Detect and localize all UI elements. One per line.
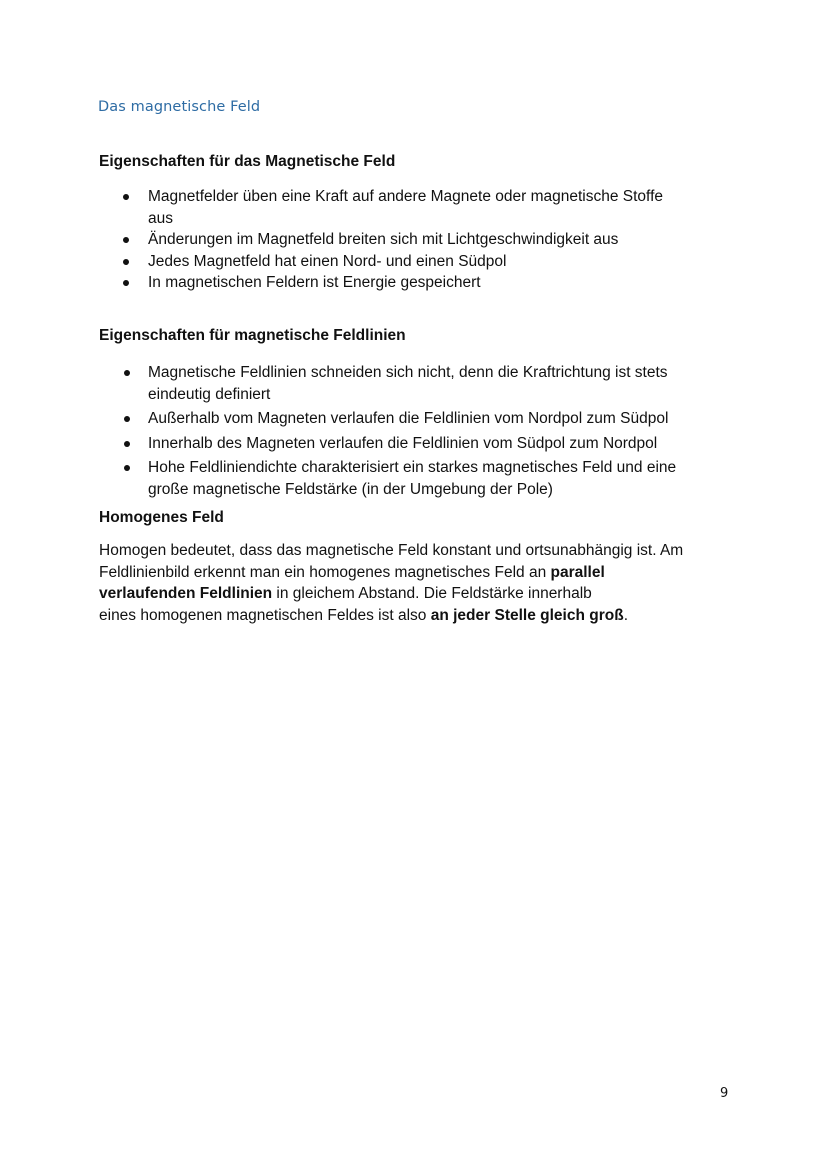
paragraph-emphasis: verlaufenden Feldlinien	[99, 585, 273, 602]
bullet-list-field-lines	[118, 362, 758, 503]
list-item-text: Außerhalb vom Magneten verlaufen die Feldlinien vom Nordpol zum Südpol	[148, 410, 669, 427]
paragraph-text: Feldlinienbild erkennt man ein homogenes magnetisches Feld an	[99, 563, 551, 581]
list-item-text: Hohe Feldliniendichte charakterisiert ein starkes magnetisches Feld und eine	[148, 459, 677, 476]
bullet-icon	[123, 194, 129, 200]
paragraph-emphasis: parallel	[550, 563, 605, 581]
list-item	[118, 186, 758, 229]
list-item-text: Änderungen im Magnetfeld breiten sich mit Lichtgeschwindigkeit aus	[148, 231, 619, 248]
homogeneous-field-paragraph	[99, 540, 739, 626]
paragraph-line	[99, 605, 739, 627]
list-item	[118, 272, 758, 294]
list-item	[118, 362, 758, 405]
section-title-homogeneous-field: Homogenes Feld	[99, 509, 224, 526]
list-item-text: Magnetfelder üben eine Kraft auf andere Magnete oder magnetische Stoffe	[148, 188, 664, 205]
paragraph-line: Homogen bedeutet, dass das magnetische Feld konstant und ortsunabhängig ist. Am	[99, 542, 684, 559]
list-item	[118, 229, 758, 251]
list-item	[118, 457, 758, 500]
list-item-text: Innerhalb des Magneten verlaufen die Feldlinien vom Südpol zum Nordpol	[148, 434, 658, 452]
list-item-text-continued: große magnetische Feldstärke (in der Umgebung der Pole)	[148, 480, 553, 498]
page-heading: Das magnetische Feld	[98, 99, 261, 115]
paragraph-text: .	[623, 606, 628, 624]
list-item	[118, 433, 758, 455]
page-number: 9	[720, 1086, 729, 1101]
bullet-icon	[123, 237, 129, 243]
bullet-icon	[123, 280, 129, 286]
list-item	[118, 251, 758, 273]
list-item-text: In magnetischen Feldern ist Energie gespeichert	[148, 274, 481, 291]
bullet-icon	[124, 370, 130, 376]
bullet-list-magnetic-field	[118, 186, 758, 294]
bullet-icon	[124, 416, 130, 422]
bullet-icon	[123, 259, 129, 265]
section-title-field-lines: Eigenschaften für magnetische Feldlinien	[99, 327, 406, 344]
list-item	[118, 408, 758, 430]
paragraph-line	[99, 562, 739, 584]
list-item-text-continued: eindeutig definiert	[148, 385, 271, 403]
paragraph-text: in gleichem Abstand. Die Feldstärke innerhalb	[272, 585, 592, 602]
list-item-text: Jedes Magnetfeld hat einen Nord- und einen Südpol	[148, 252, 507, 270]
paragraph-line	[99, 583, 739, 605]
paragraph-text: eines homogenen magnetischen Feldes ist also	[99, 606, 431, 624]
paragraph-emphasis: an jeder Stelle gleich groß	[430, 606, 624, 624]
list-item-text-continued: aus	[148, 209, 173, 227]
bullet-icon	[124, 441, 130, 447]
bullet-icon	[124, 465, 130, 471]
section-title-magnetic-field: Eigenschaften für das Magnetische Feld	[99, 153, 396, 170]
list-item-text: Magnetische Feldlinien schneiden sich nicht, denn die Kraftrichtung ist stets	[148, 364, 668, 381]
